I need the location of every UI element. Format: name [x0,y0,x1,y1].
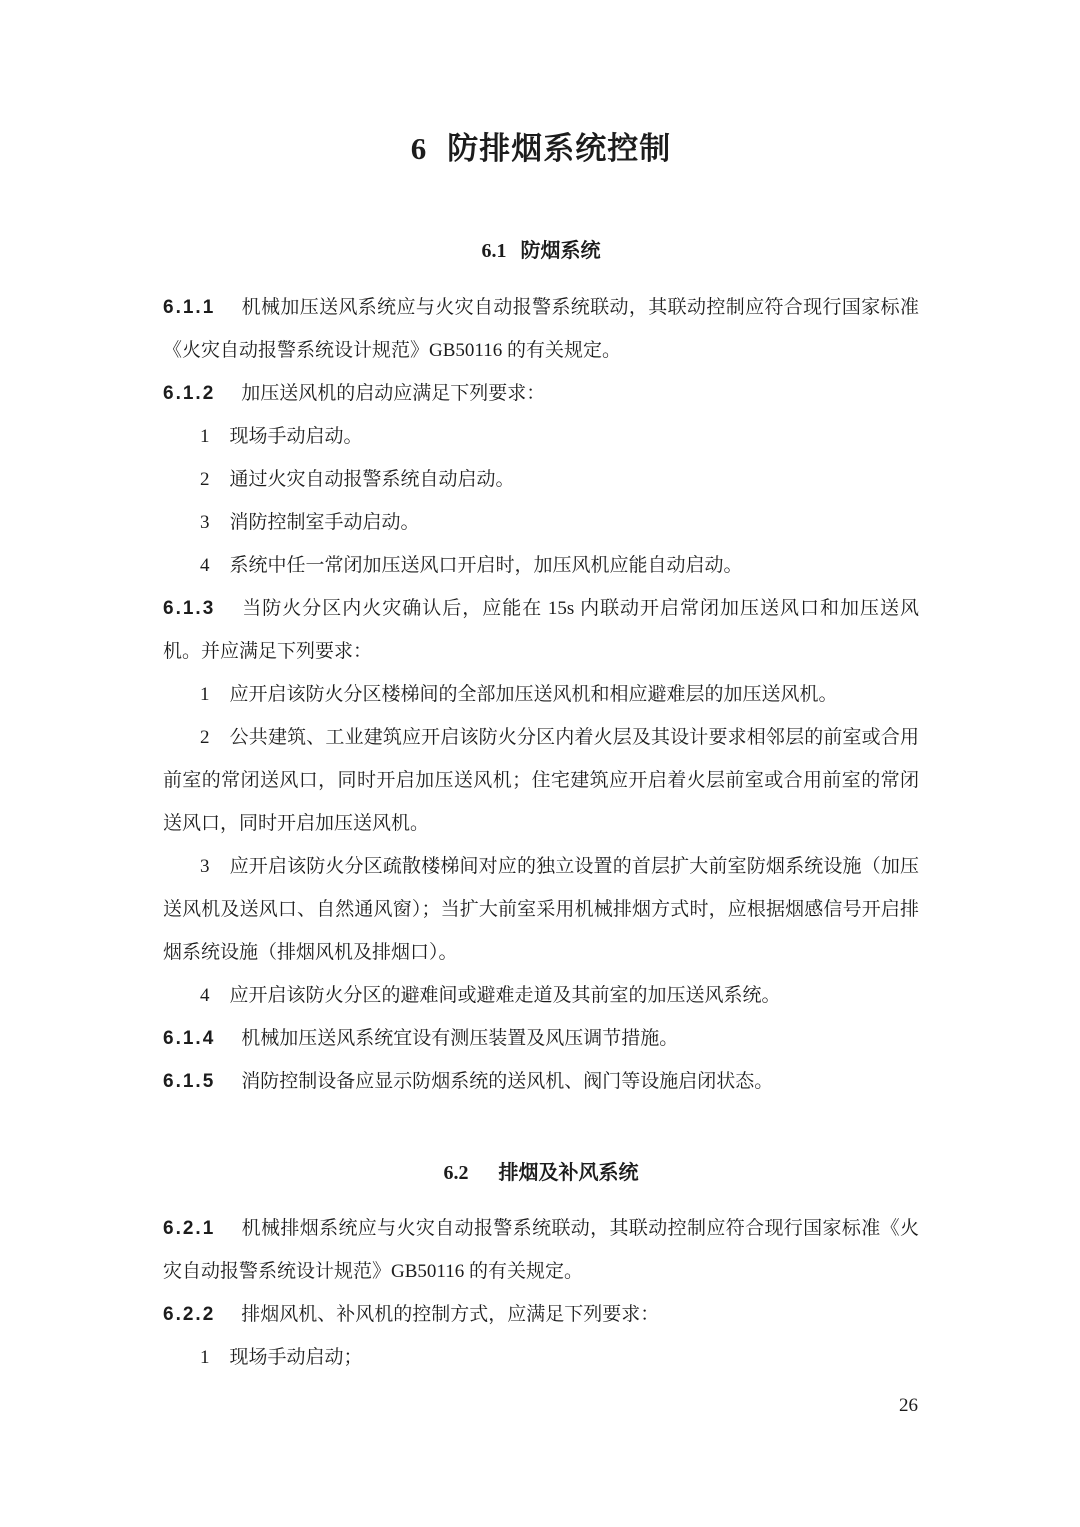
clause-text: 机械加压送风系统宜设有测压装置及风压调节措施。 [241,1028,679,1049]
clause-6-1-3 [163,587,919,673]
clause-6-1-4 [163,1017,919,1060]
clause-number: 6.1.2 [163,383,216,404]
list-item-1 [163,673,919,716]
list-item-3 [163,845,919,974]
list-item-1 [163,415,919,458]
clause-number: 6.2.1 [163,1218,216,1239]
section-6-2-body [163,1207,919,1379]
clause-text: 机械加压送风系统应与火灾自动报警系统联动，其联动控制应符合现行国家标准《火灾自动报警系统设计规范》GB50116 的有关规定。 [163,297,919,361]
clause-6-2-2 [163,1293,919,1336]
chapter-title-label: 防排烟系统控制 [447,131,672,166]
list-item-2 [163,716,919,845]
item-number: 3 [200,512,210,533]
clause-6-1-1 [163,286,919,372]
clause-text: 加压送风机的启动应满足下列要求： [241,383,546,404]
list-item-2 [163,458,919,501]
list-item-4 [163,974,919,1017]
clause-number: 6.1.3 [163,598,216,619]
section-6-1-body [163,286,919,1103]
section-6-1-label: 防烟系统 [520,240,601,262]
clause-text: 排烟风机、补风机的控制方式，应满足下列要求： [241,1304,660,1325]
clause-text: 消防控制设备应显示防烟系统的送风机、阀门等设施启闭状态。 [241,1071,774,1092]
list-item-4 [163,544,919,587]
item-text: 消防控制室手动启动。 [229,512,420,533]
item-number: 1 [200,684,210,705]
clause-text: 当防火分区内火灾确认后，应能在 15s 内联动开启常闭加压送风口和加压送风机。并应满足下列要求： [163,598,919,662]
item-number: 1 [200,1347,210,1368]
list-item-1 [163,1336,919,1379]
page-number: 26 [899,1395,918,1416]
clause-number: 6.2.2 [163,1304,216,1325]
clause-number: 6.1.1 [163,297,216,318]
clause-number: 6.1.5 [163,1071,216,1092]
clause-6-2-1 [163,1207,919,1293]
chapter-number: 6 [410,131,428,166]
chapter-title [163,126,919,172]
item-text: 公共建筑、工业建筑应开启该防火分区内着火层及其设计要求相邻层的前室或合用前室的常闭送风口，同时开启加压送风机；住宅建筑应开启着火层前室或合用前室的常闭送风口，同时开启加压送风机。 [163,727,919,834]
section-heading-6-2 [163,1158,919,1188]
list-item-3 [163,501,919,544]
section-6-2-number: 6.2 [443,1162,469,1184]
clause-6-1-5 [163,1060,919,1103]
clause-6-1-2 [163,372,919,415]
section-6-1-number: 6.1 [481,240,507,262]
item-text: 现场手动启动； [229,1347,363,1368]
item-number: 4 [200,985,210,1006]
item-number: 3 [200,856,210,877]
item-text: 系统中任一常闭加压送风口开启时，加压风机应能自动启动。 [229,555,743,576]
item-text: 通过火灾自动报警系统自动启动。 [229,469,515,490]
item-number: 2 [200,727,210,748]
item-number: 1 [200,426,210,447]
clause-number: 6.1.4 [163,1028,216,1049]
section-6-2-label: 排烟及补风系统 [498,1162,639,1184]
clause-text: 机械排烟系统应与火灾自动报警系统联动，其联动控制应符合现行国家标准《火灾自动报警系统设计规范》GB50116 的有关规定。 [163,1218,919,1282]
section-heading-6-1 [163,236,919,266]
page-content [163,0,919,1379]
item-text: 应开启该防火分区楼梯间的全部加压送风机和相应避难层的加压送风机。 [229,684,838,705]
item-text: 应开启该防火分区的避难间或避难走道及其前室的加压送风系统。 [229,985,781,1006]
item-text: 应开启该防火分区疏散楼梯间对应的独立设置的首层扩大前室防烟系统设施（加压送风机及送风口、自然通风窗）；当扩大前室采用机械排烟方式时，应根据烟感信号开启排烟系统设施（排烟风机及排烟口）。 [163,856,919,963]
item-number: 2 [200,469,210,490]
item-number: 4 [200,555,210,576]
item-text: 现场手动启动。 [229,426,363,447]
